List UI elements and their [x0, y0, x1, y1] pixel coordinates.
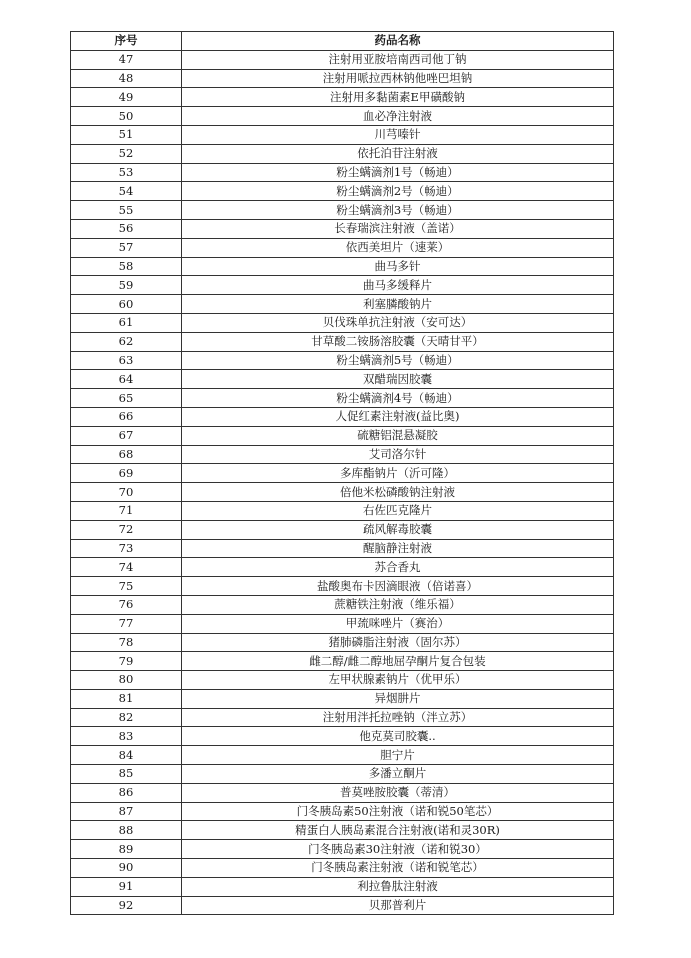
table-row [71, 520, 614, 539]
drug-name-cell: 硫糖铝混悬凝胶 [182, 426, 614, 445]
table-row [71, 313, 614, 332]
row-index-cell: 56 [71, 219, 182, 238]
header-row [71, 32, 614, 51]
drug-name-cell: 雌二醇/雌二醇地屈孕酮片复合包装 [182, 652, 614, 671]
drug-name-cell: 依西美坦片（速莱） [182, 238, 614, 257]
table-row [71, 163, 614, 182]
table-row [71, 464, 614, 483]
table-row [71, 689, 614, 708]
row-index-cell: 68 [71, 445, 182, 464]
row-index-cell: 80 [71, 671, 182, 690]
table-row [71, 50, 614, 69]
drug-name-cell: 双醋瑞因胶囊 [182, 370, 614, 389]
table-row [71, 332, 614, 351]
table-header [71, 32, 614, 51]
row-index-cell: 54 [71, 182, 182, 201]
header-index: 序号 [71, 32, 182, 51]
table-row [71, 501, 614, 520]
table-body [71, 50, 614, 915]
table-row [71, 671, 614, 690]
table-row [71, 144, 614, 163]
table-row [71, 840, 614, 859]
row-index-cell: 70 [71, 483, 182, 502]
table-row [71, 276, 614, 295]
row-index-cell: 74 [71, 558, 182, 577]
row-index-cell: 62 [71, 332, 182, 351]
row-index-cell: 90 [71, 859, 182, 878]
table-row [71, 483, 614, 502]
drug-name-cell: 粉尘螨滴剂1号（畅迪） [182, 163, 614, 182]
table-row [71, 69, 614, 88]
row-index-cell: 78 [71, 633, 182, 652]
drug-name-cell: 艾司洛尔针 [182, 445, 614, 464]
table-row [71, 539, 614, 558]
header-drug-name: 药品名称 [182, 32, 614, 51]
table-row [71, 595, 614, 614]
table-row [71, 577, 614, 596]
row-index-cell: 83 [71, 727, 182, 746]
drug-name-cell: 门冬胰岛素注射液（诺和锐笔芯） [182, 859, 614, 878]
table-row [71, 896, 614, 915]
row-index-cell: 58 [71, 257, 182, 276]
table-row [71, 633, 614, 652]
table-row [71, 182, 614, 201]
drug-name-cell: 倍他米松磷酸钠注射液 [182, 483, 614, 502]
drug-name-cell: 他克莫司胶囊.. [182, 727, 614, 746]
row-index-cell: 76 [71, 595, 182, 614]
drug-name-cell: 蔗糖铁注射液（维乐福） [182, 595, 614, 614]
row-index-cell: 64 [71, 370, 182, 389]
row-index-cell: 67 [71, 426, 182, 445]
row-index-cell: 82 [71, 708, 182, 727]
drug-name-cell: 贝伐珠单抗注射液（安可达） [182, 313, 614, 332]
table-row [71, 201, 614, 220]
drug-name-cell: 川芎嗪针 [182, 125, 614, 144]
row-index-cell: 59 [71, 276, 182, 295]
table-row [71, 257, 614, 276]
drug-name-cell: 甲巯咪唑片（赛治） [182, 614, 614, 633]
drug-name-cell: 胆宁片 [182, 746, 614, 765]
row-index-cell: 91 [71, 877, 182, 896]
row-index-cell: 77 [71, 614, 182, 633]
row-index-cell: 72 [71, 520, 182, 539]
table-row [71, 426, 614, 445]
row-index-cell: 79 [71, 652, 182, 671]
drug-name-cell: 人促红素注射液(益比奥) [182, 407, 614, 426]
table-row [71, 238, 614, 257]
drug-name-cell: 多潘立酮片 [182, 765, 614, 784]
drug-name-cell: 普莫唑胺胶囊（蒂清） [182, 783, 614, 802]
table-row [71, 370, 614, 389]
row-index-cell: 88 [71, 821, 182, 840]
row-index-cell: 57 [71, 238, 182, 257]
drug-name-cell: 长春瑞滨注射液（盖诺） [182, 219, 614, 238]
table-row [71, 295, 614, 314]
drug-name-cell: 注射用多黏菌素E甲磺酸钠 [182, 88, 614, 107]
row-index-cell: 49 [71, 88, 182, 107]
row-index-cell: 55 [71, 201, 182, 220]
row-index-cell: 71 [71, 501, 182, 520]
table-row [71, 877, 614, 896]
table-row [71, 821, 614, 840]
table-row [71, 445, 614, 464]
table-row [71, 727, 614, 746]
row-index-cell: 92 [71, 896, 182, 915]
table-row [71, 652, 614, 671]
row-index-cell: 50 [71, 107, 182, 126]
table-row [71, 125, 614, 144]
drug-name-cell: 甘草酸二铵肠溶胶囊（天晴甘平） [182, 332, 614, 351]
row-index-cell: 66 [71, 407, 182, 426]
row-index-cell: 85 [71, 765, 182, 784]
drug-name-cell: 疏风解毒胶囊 [182, 520, 614, 539]
row-index-cell: 65 [71, 389, 182, 408]
drug-name-cell: 注射用亚胺培南西司他丁钠 [182, 50, 614, 69]
table-row [71, 708, 614, 727]
row-index-cell: 51 [71, 125, 182, 144]
table-row [71, 765, 614, 784]
drug-name-cell: 门冬胰岛素30注射液（诺和锐30） [182, 840, 614, 859]
drug-name-cell: 异烟肼片 [182, 689, 614, 708]
drug-name-cell: 曲马多缓释片 [182, 276, 614, 295]
row-index-cell: 84 [71, 746, 182, 765]
table-row [71, 614, 614, 633]
row-index-cell: 47 [71, 50, 182, 69]
drug-name-cell: 粉尘螨滴剂3号（畅迪） [182, 201, 614, 220]
table-row [71, 88, 614, 107]
table-row [71, 107, 614, 126]
drug-name-cell: 粉尘螨滴剂4号（畅迪） [182, 389, 614, 408]
row-index-cell: 60 [71, 295, 182, 314]
row-index-cell: 52 [71, 144, 182, 163]
drug-name-cell: 苏合香丸 [182, 558, 614, 577]
table-row [71, 389, 614, 408]
row-index-cell: 86 [71, 783, 182, 802]
row-index-cell: 75 [71, 577, 182, 596]
drug-name-cell: 多库酯钠片（沂可隆） [182, 464, 614, 483]
table-row [71, 783, 614, 802]
row-index-cell: 89 [71, 840, 182, 859]
row-index-cell: 87 [71, 802, 182, 821]
drug-name-cell: 注射用哌拉西林钠他唑巴坦钠 [182, 69, 614, 88]
row-index-cell: 63 [71, 351, 182, 370]
table-row [71, 407, 614, 426]
drug-list-table [70, 31, 614, 915]
row-index-cell: 81 [71, 689, 182, 708]
drug-name-cell: 猪肺磷脂注射液（固尔苏） [182, 633, 614, 652]
drug-name-cell: 右佐匹克隆片 [182, 501, 614, 520]
table-row [71, 558, 614, 577]
drug-name-cell: 曲马多针 [182, 257, 614, 276]
table-row [71, 802, 614, 821]
drug-name-cell: 依托泊苷注射液 [182, 144, 614, 163]
row-index-cell: 61 [71, 313, 182, 332]
table-row [71, 219, 614, 238]
table-row [71, 859, 614, 878]
drug-name-cell: 贝那普利片 [182, 896, 614, 915]
drug-name-cell: 粉尘螨滴剂2号（畅迪） [182, 182, 614, 201]
row-index-cell: 73 [71, 539, 182, 558]
row-index-cell: 48 [71, 69, 182, 88]
row-index-cell: 53 [71, 163, 182, 182]
drug-name-cell: 利拉鲁肽注射液 [182, 877, 614, 896]
drug-name-cell: 注射用泮托拉唑钠（泮立苏） [182, 708, 614, 727]
table-row [71, 746, 614, 765]
drug-name-cell: 左甲状腺素钠片（优甲乐） [182, 671, 614, 690]
drug-name-cell: 精蛋白人胰岛素混合注射液(诺和灵30R) [182, 821, 614, 840]
drug-name-cell: 醒脑静注射液 [182, 539, 614, 558]
drug-name-cell: 盐酸奥布卡因滴眼液（倍诺喜） [182, 577, 614, 596]
drug-name-cell: 血必净注射液 [182, 107, 614, 126]
drug-name-cell: 门冬胰岛素50注射液（诺和锐50笔芯） [182, 802, 614, 821]
drug-name-cell: 粉尘螨滴剂5号（畅迪） [182, 351, 614, 370]
drug-name-cell: 利塞膦酸钠片 [182, 295, 614, 314]
row-index-cell: 69 [71, 464, 182, 483]
table-row [71, 351, 614, 370]
